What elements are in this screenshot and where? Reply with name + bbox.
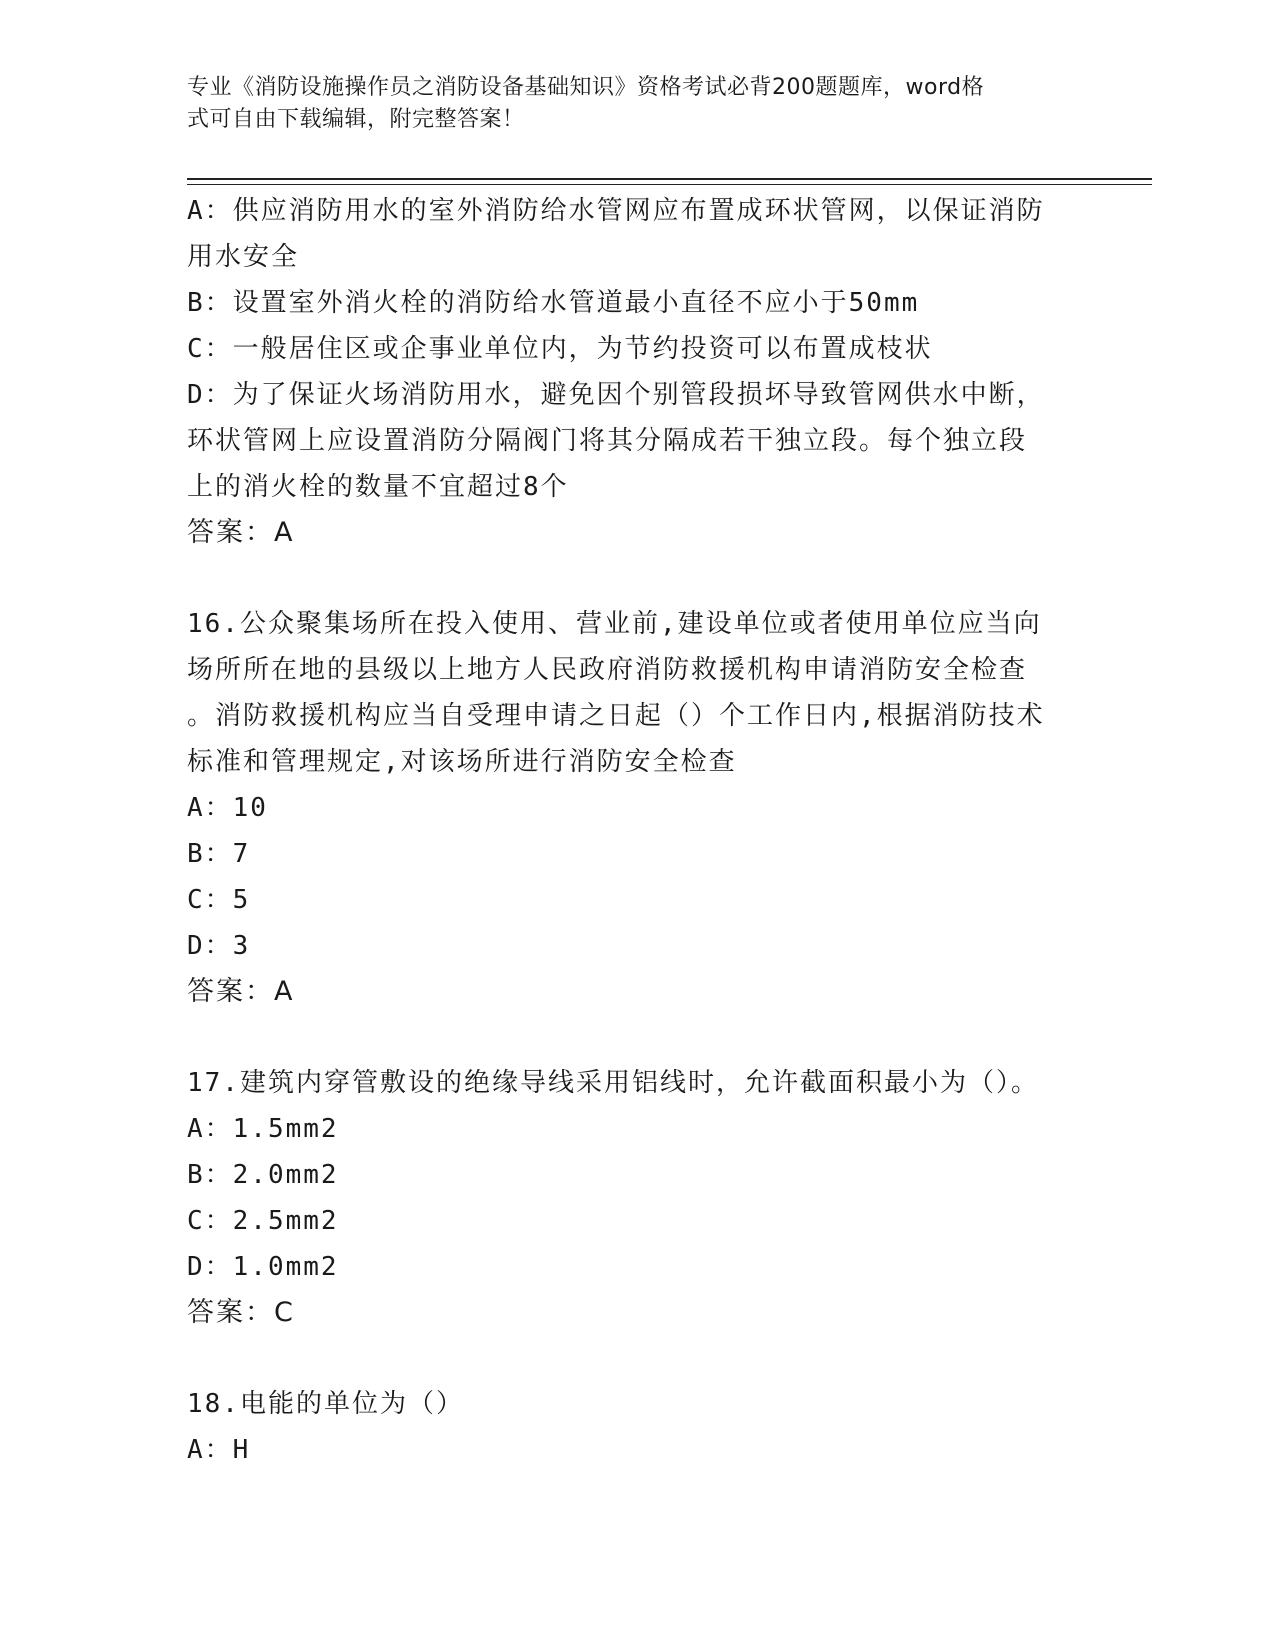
question-18: [187, 1381, 1087, 1473]
question-stem: 18.电能的单位为（）: [187, 1389, 464, 1419]
option-a: A：H: [187, 1435, 251, 1465]
question-stem-line-3: 。消防救援机构应当自受理申请之日起（）个工作日内,根据消防技术: [187, 701, 1045, 731]
option-a-line-2: 用水安全: [187, 242, 300, 272]
spacer: [187, 556, 1087, 601]
option-b: B：7: [187, 839, 251, 869]
answer: 答案：C: [187, 1297, 295, 1328]
option-c: C：一般居住区或企事业单位内，为节约投资可以布置成枝状: [187, 334, 933, 364]
option-a: A：10: [187, 793, 268, 823]
question-16: [187, 601, 1087, 1015]
answer: 答案：A: [187, 976, 295, 1007]
option-b: B：设置室外消火栓的消防给水管道最小直径不应小于50mm: [187, 288, 920, 318]
option-c: C：2.5mm2: [187, 1206, 339, 1236]
option-b: B：2.0mm2: [187, 1160, 339, 1190]
option-d-line-2: 环状管网上应设置消防分隔阀门将其分隔成若干独立段。每个独立段: [187, 426, 1028, 456]
option-d-line-1: D：为了保证火场消防用水，避免因个别管段损坏导致管网供水中断，: [187, 380, 1045, 410]
option-d: D：3: [187, 931, 251, 961]
option-c: C：5: [187, 885, 251, 915]
document-header: [187, 72, 1067, 136]
question-17: [187, 1060, 1087, 1336]
question-stem-line-2: 场所所在地的县级以上地方人民政府消防救援机构申请消防安全检查: [187, 655, 1028, 685]
question-stem-line-1: 16.公众聚集场所在投入使用、营业前,建设单位或者使用单位应当向: [187, 609, 1042, 639]
spacer: [187, 1336, 1087, 1381]
question-stem-line-4: 标准和管理规定,对该场所进行消防安全检查: [187, 747, 737, 777]
header-rule-thick: [187, 178, 1152, 180]
option-d-line-3: 上的消火栓的数量不宜超过8个: [187, 472, 569, 502]
option-a: A：1.5mm2: [187, 1114, 339, 1144]
answer: 答案：A: [187, 517, 295, 548]
question-list: [187, 188, 1087, 1473]
question-stem: 17.建筑内穿管敷设的绝缘导线采用铝线时，允许截面积最小为（）。: [187, 1068, 1039, 1098]
header-line-2: 式可自由下载编辑，附完整答案！: [187, 107, 525, 132]
question-15: [187, 188, 1087, 556]
header-rule-thin: [187, 184, 1152, 185]
spacer: [187, 1015, 1087, 1060]
option-d: D：1.0mm2: [187, 1252, 339, 1282]
header-line-1: 专业《消防设施操作员之消防设备基础知识》资格考试必背200题题库，word格: [187, 75, 985, 100]
option-a-line-1: A：供应消防用水的室外消防给水管网应布置成环状管网，以保证消防: [187, 196, 1045, 226]
